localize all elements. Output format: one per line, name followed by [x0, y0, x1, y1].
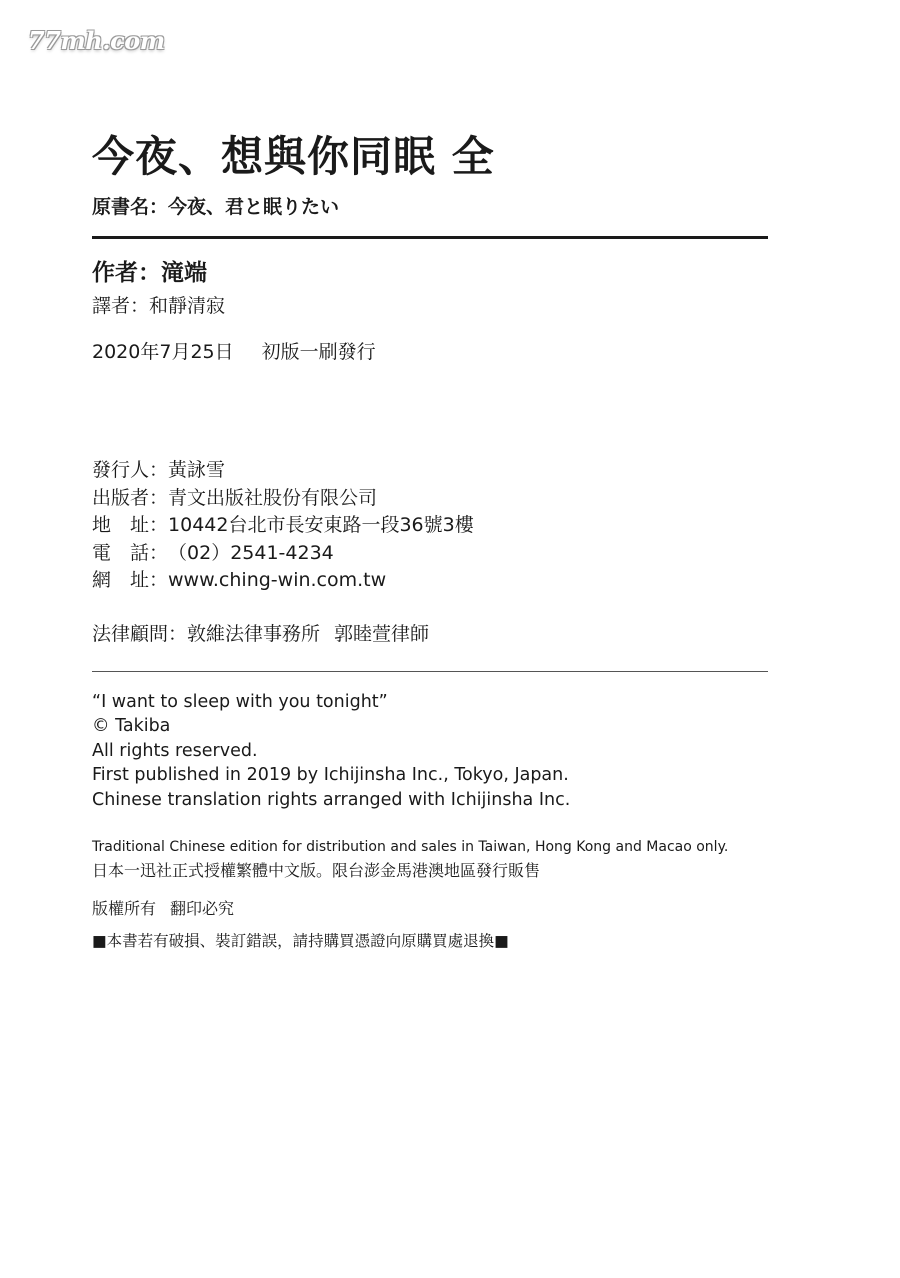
colophon	[92, 128, 768, 952]
english-title: “I want to sleep with you tonight”	[92, 691, 388, 712]
info-value: 10442台北市長安東路一段36號3樓	[168, 514, 474, 536]
publisher-info	[92, 457, 768, 595]
rights-line	[92, 898, 768, 920]
english-credits	[92, 690, 768, 813]
publisher-row-publisher	[92, 485, 768, 513]
thick-divider	[92, 236, 768, 239]
publisher-row-issuer	[92, 457, 768, 485]
info-label: 出版者：	[92, 486, 169, 509]
return-notice: ■本書若有破損、裝訂錯誤，請持購買憑證向原購買處退換■	[92, 932, 509, 951]
info-value: 黃詠雪	[168, 459, 226, 481]
info-label: 電 話：	[92, 541, 169, 564]
first-published-line: First published in 2019 by Ichijinsha Inc., Tokyo, Japan.	[92, 765, 569, 786]
distribution-english: Traditional Chinese edition for distribution and sales in Taiwan, Hong Kong and Macao only.	[92, 839, 729, 856]
info-label: 地 址：	[92, 514, 169, 536]
book-title: 今夜、想與你同眠 全	[92, 132, 495, 181]
distribution-chinese: 日本一迅社正式授權繁體中文版。限台澎金馬港澳地區發行販售	[92, 861, 541, 881]
info-value: 青文出版社股份有限公司	[168, 486, 378, 509]
publication-date	[92, 339, 768, 365]
edition-text: 初版一刷發行	[261, 341, 376, 363]
thin-divider	[92, 671, 768, 672]
original-title: 原書名：今夜、君と眠りたい	[92, 196, 340, 218]
info-value: www.ching-win.com.tw	[168, 569, 387, 591]
info-value: （02）2541-4234	[168, 541, 334, 564]
date-text: 2020年7月25日	[92, 341, 234, 363]
copyright-line: © Takiba	[92, 716, 171, 737]
legal-firm: 敦維法律事務所	[187, 622, 321, 645]
distribution-notice	[92, 836, 768, 882]
translator-line: 譯者：和靜清寂	[92, 295, 226, 317]
publisher-row-website	[92, 567, 768, 595]
publisher-row-address	[92, 512, 768, 540]
publisher-row-phone	[92, 540, 768, 568]
legal-label: 法律顧問：	[92, 622, 188, 645]
info-label: 發行人：	[92, 459, 169, 481]
watermark-logo: 77mh.com	[28, 26, 165, 55]
author-line: 作者：滝端	[92, 260, 207, 286]
rights-part-1: 版權所有	[92, 899, 157, 919]
rights-part-2: 翻印必究	[170, 899, 235, 919]
rights-reserved-line: All rights reserved.	[92, 740, 258, 761]
info-label: 網 址：	[92, 569, 169, 591]
legal-lawyer: 郭睦萱律師	[334, 622, 430, 645]
legal-advisor	[92, 621, 768, 647]
translation-rights-line: Chinese translation rights arranged with Ichijinsha Inc.	[92, 789, 571, 810]
